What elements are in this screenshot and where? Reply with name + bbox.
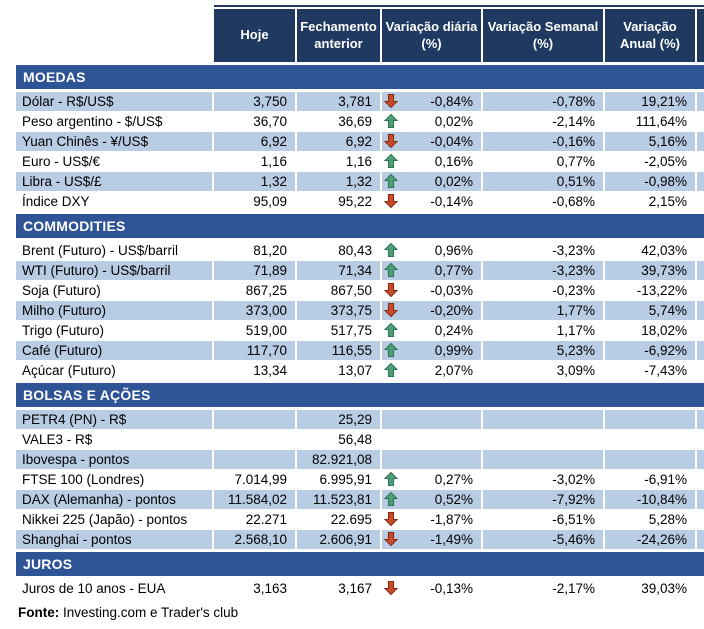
fechamento-anterior-value: 95,22 — [338, 194, 372, 209]
variacao-diaria-value — [382, 530, 481, 549]
hoje-value: 36,70 — [253, 114, 287, 129]
up-arrow-icon — [384, 362, 398, 378]
row-label: Dólar - R$/US$ — [16, 92, 212, 111]
fechamento-anterior-value: 6.995,91 — [319, 472, 372, 487]
variacao-diaria-text: 2,07% — [434, 363, 473, 378]
variacao-semanal-value: 3,09% — [556, 363, 595, 378]
up-arrow-icon — [384, 471, 398, 487]
down-arrow-icon — [384, 511, 398, 527]
variacao-semanal-value: -5,46% — [483, 530, 603, 549]
variacao-diaria-text: 0,02% — [434, 174, 473, 189]
row-label: VALE3 - R$ — [22, 432, 93, 447]
row-label: Trigo (Futuro) — [22, 323, 105, 338]
variacao-diaria-value — [382, 510, 481, 529]
variacao-diaria-value — [382, 281, 481, 300]
variacao-diaria-value — [382, 241, 481, 260]
column-header-variacao-semanal: Variação Semanal (%) — [483, 9, 603, 62]
down-arrow-icon — [384, 193, 398, 209]
variacao-diaria-text: -0,04% — [430, 134, 473, 149]
fechamento-anterior-value: 82.921,08 — [297, 450, 380, 469]
up-arrow-icon — [384, 173, 398, 189]
hoje-value: 373,00 — [214, 301, 295, 320]
variacao-diaria-text: -1,87% — [430, 512, 473, 527]
variacao-diaria-text: 0,24% — [434, 323, 473, 338]
source-text: Investing.com e Trader's club — [59, 605, 239, 620]
fechamento-anterior-value: 1,16 — [345, 154, 372, 169]
row-edge-sliver — [697, 530, 704, 549]
table-row — [16, 132, 704, 151]
variacao-anual-value: 111,64% — [635, 114, 687, 129]
column-header-variacao-diaria: Variação diária (%) — [382, 9, 481, 62]
row-label: Brent (Futuro) - US$/barril — [22, 243, 179, 258]
table-row — [16, 579, 704, 598]
variacao-anual-value: -24,26% — [605, 530, 695, 549]
variacao-semanal-value: 0,77% — [556, 154, 595, 169]
variacao-diaria-text: 0,77% — [434, 263, 473, 278]
fechamento-anterior-value: 11.523,81 — [297, 490, 380, 509]
row-edge-sliver — [697, 361, 704, 380]
hoje-value — [214, 430, 295, 449]
up-arrow-icon — [384, 322, 398, 338]
table-row — [16, 470, 704, 489]
variacao-diaria-text: 0,96% — [434, 243, 473, 258]
row-label: Yuan Chinês - ¥/US$ — [16, 132, 212, 151]
table-row — [16, 410, 704, 429]
row-edge-sliver — [697, 152, 704, 171]
hoje-value: 13,34 — [253, 363, 287, 378]
up-arrow-icon — [384, 342, 398, 358]
variacao-anual-value: 5,74% — [605, 301, 695, 320]
row-edge-sliver — [697, 261, 704, 280]
fechamento-anterior-value: 71,34 — [297, 261, 380, 280]
row-label: Shanghai - pontos — [16, 530, 212, 549]
fechamento-anterior-value: 3,781 — [297, 92, 380, 111]
variacao-diaria-value — [382, 410, 481, 429]
variacao-diaria-value — [382, 261, 481, 280]
variacao-semanal-value: -7,92% — [483, 490, 603, 509]
variacao-anual-value: -10,84% — [605, 490, 695, 509]
variacao-diaria-text: 0,02% — [434, 114, 473, 129]
up-arrow-icon — [384, 491, 398, 507]
variacao-semanal-value: -3,23% — [483, 261, 603, 280]
hoje-value: 6,92 — [214, 132, 295, 151]
variacao-diaria-value — [382, 132, 481, 151]
table-row — [16, 430, 704, 449]
fechamento-anterior-value: 56,48 — [338, 432, 372, 447]
column-header-hoje: Hoje — [214, 9, 295, 62]
table-row — [16, 530, 704, 549]
variacao-anual-value: -13,22% — [636, 283, 687, 298]
row-label: WTI (Futuro) - US$/barril — [16, 261, 212, 280]
hoje-value — [214, 410, 295, 429]
variacao-diaria-value — [382, 470, 481, 489]
row-label: Milho (Futuro) — [16, 301, 212, 320]
variacao-anual-value: -7,43% — [644, 363, 687, 378]
row-edge-sliver — [697, 430, 704, 449]
row-edge-sliver — [697, 470, 704, 489]
table-header-row — [16, 9, 704, 62]
row-edge-sliver — [697, 341, 704, 360]
variacao-diaria-value — [382, 192, 481, 211]
variacao-anual-value — [605, 410, 695, 429]
table-row — [16, 281, 704, 300]
variacao-diaria-text: -0,03% — [430, 283, 473, 298]
table-row — [16, 241, 704, 260]
row-label: Café (Futuro) — [16, 341, 212, 360]
variacao-diaria-text: -0,14% — [430, 194, 473, 209]
variacao-diaria-text: -0,20% — [430, 303, 473, 318]
variacao-anual-value: 5,28% — [648, 512, 687, 527]
variacao-anual-value: -2,05% — [644, 154, 687, 169]
variacao-anual-value: 2,15% — [648, 194, 687, 209]
down-arrow-icon — [384, 302, 398, 318]
row-edge-sliver — [697, 410, 704, 429]
variacao-diaria-value — [382, 361, 481, 380]
row-label: Euro - US$/€ — [22, 154, 101, 169]
table-row — [16, 112, 704, 131]
variacao-semanal-value: -0,23% — [552, 283, 595, 298]
hoje-value: 117,70 — [214, 341, 295, 360]
up-arrow-icon — [384, 113, 398, 129]
variacao-diaria-value — [382, 112, 481, 131]
variacao-diaria-text: 0,16% — [434, 154, 473, 169]
variacao-anual-value: 19,21% — [605, 92, 695, 111]
down-arrow-icon — [384, 93, 398, 109]
variacao-anual-value — [605, 450, 695, 469]
row-label: Peso argentino - $/US$ — [22, 114, 163, 129]
hoje-value: 71,89 — [214, 261, 295, 280]
row-edge-sliver — [697, 132, 704, 151]
hoje-value: 2.568,10 — [214, 530, 295, 549]
table-row — [16, 172, 704, 191]
section-band-commodities: COMMODITIES — [16, 214, 704, 238]
variacao-anual-value: 5,16% — [605, 132, 695, 151]
row-edge-sliver — [697, 172, 704, 191]
column-header-variacao-anual: Variação Anual (%) — [605, 9, 695, 62]
column-header-fechamento-anterior: Fechamento anterior — [297, 9, 380, 62]
variacao-semanal-value: -2,14% — [552, 114, 595, 129]
variacao-diaria-value — [382, 172, 481, 191]
variacao-diaria-value — [382, 92, 481, 111]
variacao-anual-value: -0,98% — [605, 172, 695, 191]
table-row — [16, 301, 704, 320]
source-line — [16, 605, 704, 620]
hoje-value: 3,163 — [253, 581, 287, 596]
variacao-diaria-value — [382, 152, 481, 171]
row-label: Açúcar (Futuro) — [22, 363, 116, 378]
header-edge-sliver — [697, 9, 704, 62]
hoje-value: 1,32 — [214, 172, 295, 191]
variacao-diaria-text: -1,49% — [430, 532, 473, 547]
variacao-diaria-value — [382, 301, 481, 320]
hoje-value: 867,25 — [245, 283, 287, 298]
table-row — [16, 261, 704, 280]
variacao-semanal-value: -0,16% — [483, 132, 603, 151]
table-row — [16, 341, 704, 360]
row-label: Ibovespa - pontos — [16, 450, 212, 469]
table-row — [16, 450, 704, 469]
variacao-semanal-value — [483, 450, 603, 469]
variacao-semanal-value: -2,17% — [552, 581, 595, 596]
variacao-semanal-value: 1,17% — [556, 323, 595, 338]
header-corner-empty — [16, 9, 212, 62]
header-top-border — [214, 5, 704, 7]
variacao-diaria-value — [382, 490, 481, 509]
fechamento-anterior-value: 13,07 — [338, 363, 372, 378]
variacao-diaria-text: 0,52% — [434, 492, 473, 507]
row-edge-sliver — [697, 579, 704, 598]
variacao-semanal-value: 5,23% — [483, 341, 603, 360]
variacao-anual-value: -6,91% — [644, 472, 687, 487]
variacao-semanal-value: -6,51% — [552, 512, 595, 527]
row-edge-sliver — [697, 281, 704, 300]
row-edge-sliver — [697, 510, 704, 529]
hoje-value: 7.014,99 — [234, 472, 287, 487]
fechamento-anterior-value: 6,92 — [297, 132, 380, 151]
fechamento-anterior-value: 3,167 — [338, 581, 372, 596]
hoje-value — [214, 450, 295, 469]
variacao-diaria-value — [382, 579, 481, 598]
fechamento-anterior-value: 36,69 — [338, 114, 372, 129]
variacao-diaria-text: 0,99% — [434, 343, 473, 358]
row-label: DAX (Alemanha) - pontos — [16, 490, 212, 509]
row-edge-sliver — [697, 112, 704, 131]
row-edge-sliver — [697, 192, 704, 211]
row-edge-sliver — [697, 241, 704, 260]
variacao-semanal-value: -3,02% — [552, 472, 595, 487]
fechamento-anterior-value: 373,75 — [297, 301, 380, 320]
variacao-diaria-text: -0,13% — [430, 581, 473, 596]
row-label: Libra - US$/£ — [16, 172, 212, 191]
fechamento-anterior-value: 22.695 — [330, 512, 372, 527]
row-label: Juros de 10 anos - EUA — [22, 581, 166, 596]
up-arrow-icon — [384, 242, 398, 258]
variacao-diaria-text: -0,84% — [430, 94, 473, 109]
section-band-bolsas-e-acoes: BOLSAS E AÇÕES — [16, 383, 704, 407]
hoje-value: 11.584,02 — [214, 490, 295, 509]
hoje-value: 1,16 — [260, 154, 287, 169]
variacao-semanal-value: 0,51% — [483, 172, 603, 191]
fechamento-anterior-value: 1,32 — [297, 172, 380, 191]
row-edge-sliver — [697, 92, 704, 111]
variacao-semanal-value — [483, 410, 603, 429]
row-edge-sliver — [697, 450, 704, 469]
variacao-diaria-value — [382, 430, 481, 449]
row-label: FTSE 100 (Londres) — [22, 472, 145, 487]
hoje-value: 3,750 — [214, 92, 295, 111]
fechamento-anterior-value: 80,43 — [338, 243, 372, 258]
variacao-semanal-value: -0,78% — [483, 92, 603, 111]
variacao-anual-value: -6,92% — [605, 341, 695, 360]
variacao-diaria-text: 0,27% — [434, 472, 473, 487]
down-arrow-icon — [384, 133, 398, 149]
table-row — [16, 321, 704, 340]
variacao-anual-value: 42,03% — [641, 243, 687, 258]
row-label: Soja (Futuro) — [22, 283, 101, 298]
variacao-semanal-value: 1,77% — [483, 301, 603, 320]
variacao-anual-value — [605, 430, 695, 449]
table-row — [16, 192, 704, 211]
up-arrow-icon — [384, 153, 398, 169]
variacao-diaria-value — [382, 341, 481, 360]
variacao-anual-value: 18,02% — [641, 323, 687, 338]
section-band-juros: JUROS — [16, 552, 704, 576]
variacao-anual-value: 39,73% — [605, 261, 695, 280]
variacao-diaria-value — [382, 450, 481, 469]
down-arrow-icon — [384, 580, 398, 596]
variacao-semanal-value — [483, 430, 603, 449]
fechamento-anterior-value: 2.606,91 — [297, 530, 380, 549]
row-edge-sliver — [697, 321, 704, 340]
table-row — [16, 510, 704, 529]
row-label: Nikkei 225 (Japão) - pontos — [22, 512, 188, 527]
variacao-anual-value: 39,03% — [641, 581, 687, 596]
up-arrow-icon — [384, 262, 398, 278]
fechamento-anterior-value: 116,55 — [297, 341, 380, 360]
table-row — [16, 152, 704, 171]
table-body — [16, 65, 704, 598]
variacao-semanal-value: -3,23% — [552, 243, 595, 258]
hoje-value: 81,20 — [253, 243, 287, 258]
fechamento-anterior-value: 867,50 — [330, 283, 372, 298]
source-label: Fonte: — [18, 605, 60, 620]
table-row — [16, 92, 704, 111]
fechamento-anterior-value: 25,29 — [297, 410, 380, 429]
table-row — [16, 490, 704, 509]
hoje-value: 95,09 — [253, 194, 287, 209]
down-arrow-icon — [384, 531, 398, 547]
section-band-moedas: MOEDAS — [16, 65, 704, 89]
hoje-value: 22.271 — [245, 512, 287, 527]
table-row — [16, 361, 704, 380]
hoje-value: 519,00 — [245, 323, 287, 338]
row-label: Índice DXY — [22, 194, 90, 209]
row-label: PETR4 (PN) - R$ — [16, 410, 212, 429]
row-edge-sliver — [697, 490, 704, 509]
variacao-diaria-value — [382, 321, 481, 340]
variacao-semanal-value: -0,68% — [552, 194, 595, 209]
row-edge-sliver — [697, 301, 704, 320]
fechamento-anterior-value: 517,75 — [330, 323, 372, 338]
down-arrow-icon — [384, 282, 398, 298]
